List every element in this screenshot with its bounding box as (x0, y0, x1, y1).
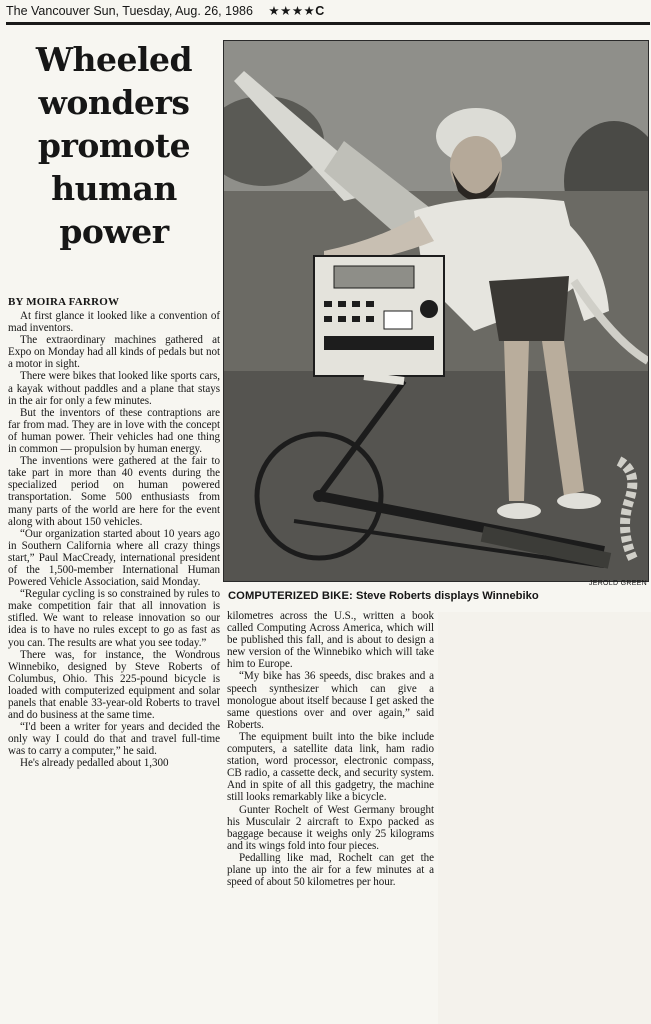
paragraph: “I'd been a writer for years and decided the only way I could do that and travel full-time was to carry a computer,” he said. (8, 721, 220, 758)
paragraph: The equipment built into the bike include computers, a satellite data link, ham radio station, word processor, electronic compass, CB radio, a cassette deck, and security system. And in spite of all this gadgetry, the machine still looks remarkably like a bicycle. (227, 730, 434, 804)
paragraph: Pedalling like mad, Rochelt can get the plane up into the air for a few minutes at a speed of about 50 kilometres per hour. (227, 851, 434, 889)
paragraph: “My bike has 36 speeds, disc brakes and a speech synthesizer which can give a monologue about itself because I get asked the same questions over and over again,” said Roberts. (227, 670, 434, 731)
paragraph: But the inventors of these contraptions are far from mad. They are in love with the concept of human power. Their vehicles had one thing in common — propulsion by human energy. (8, 406, 220, 456)
paragraph: kilometres across the U.S., written a book called Computing Across America, which will be published this fall, and is about to design a new version of the Winnebiko which will take him to Europe. (227, 610, 434, 671)
paragraph: At first glance it looked like a convention of mad inventors. (8, 310, 220, 335)
headline-line: human (51, 169, 177, 208)
caption-text: Steve Roberts displays Winnebiko (352, 590, 539, 602)
paragraph: “Our organization started about 10 years ago in Southern California where all crazy things start,” Paul MacCready, international president of the 1,500-member International Human Powered Vehicle Association, said Monday. (8, 527, 220, 589)
photo-credit: JEROLD GREEN (588, 580, 647, 587)
byline: BY MOIRA FARROW (8, 296, 120, 308)
masthead-dateline: The Vancouver Sun, Tuesday, Aug. 26, 1986 (6, 4, 253, 18)
headline-line: Wheeled (35, 40, 193, 79)
headline-line: promote (37, 126, 191, 165)
headline-line: wonders (38, 83, 190, 122)
paragraph: He's already pedalled about 1,300 (20, 757, 169, 770)
paragraph: The extraordinary machines gathered at Expo on Monday had all kinds of pedals but not a motor in sight. (8, 334, 220, 371)
masthead-rule (6, 22, 650, 25)
news-photo (223, 40, 649, 582)
paragraph: Gunter Rochelt of West Germany brought his Musculair 2 aircraft to Expo packed as baggage because it weighs only 25 kilograms and its wings fold into four pieces. (227, 803, 434, 852)
paragraph: “Regular cycling is so constrained by rules to make competition fair that all innovation is stifled. We want to release innovation so our idea is to have no rules except to go as fast as you can. The results are what you see today.” (8, 588, 220, 649)
photo-illustration (224, 41, 648, 581)
caption-lead: COMPUTERIZED BIKE: (228, 590, 353, 602)
headline (8, 38, 220, 253)
headline-line: power (59, 212, 169, 251)
paragraph: The inventions were gathered at the fair to take part in more than 40 events during the specialized period on human powered transportation. Some 500 enthusiasts from many parts of the world are here for the event along with about 150 vehicles. (8, 455, 220, 528)
article-column-2 (227, 610, 434, 888)
paragraph: There were bikes that looked like sports cars, a kayak without paddles and a plane that stays in the air for only a few minutes. (8, 370, 220, 407)
paragraph: There was, for instance, the Wondrous Winnebiko, designed by Steve Roberts of Columbus, Ohio. This 225-pound bicycle is loaded with computerized equipment and solar panels that enable 33-year-old Roberts to travel and do business at the same time. (8, 648, 220, 722)
edition-rating: ★★★★C (268, 4, 325, 18)
masthead (6, 0, 646, 22)
photo-caption (228, 590, 648, 602)
article-column-1 (8, 310, 220, 770)
